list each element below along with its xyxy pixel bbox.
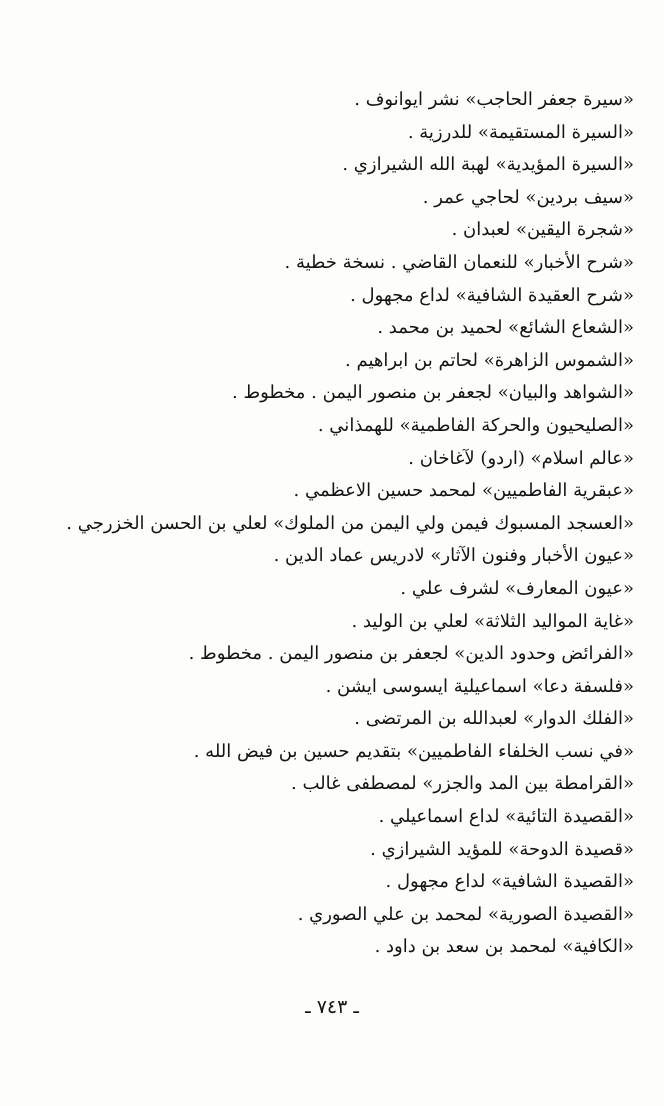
bibliography-entry: «الشموس الزاهرة» لحاتم بن ابراهيم . [345, 349, 634, 371]
bibliography-entry: «فلسفة دعا» اسماعيلية ايسوسى ايشن . [325, 675, 634, 697]
bibliography-entry: «الشواهد والبيان» لجعفر بن منصور اليمن . مخطوط . [232, 382, 634, 404]
bibliography-list [34, 84, 634, 964]
bibliography-entry: «غاية المواليد الثلاثة» لعلي بن الوليد . [351, 610, 634, 632]
bibliography-entry: «شرح الأخبار» للنعمان القاضي . نسخة خطية . [284, 251, 634, 273]
bibliography-entry: «السيرة المؤيدية» لهبة الله الشيرازي . [342, 154, 634, 176]
bibliography-entry: «شجرة اليقين» لعبدان . [451, 219, 634, 241]
bibliography-entry: «الصليحيون والحركة الفاطمية» للهمذاني . [317, 414, 634, 436]
bibliography-entry: «سيف بردين» لحاجي عمر . [422, 186, 634, 208]
bibliography-entry: «شرح العقيدة الشافية» لداع مجهول . [350, 284, 634, 306]
bibliography-entry: «في نسب الخلفاء الفاطميين» بتقديم حسين بن فيض الله . [193, 740, 634, 762]
bibliography-entry: «سيرة جعفر الحاجب» نشر ايوانوف . [354, 89, 634, 110]
page-number: ـ ٧٤٣ ـ [305, 996, 359, 1018]
bibliography-entry: «العسجد المسبوك فيمن ولي اليمن من الملوك» لعلي بن الحسن الخزرجي . [66, 512, 634, 534]
bibliography-entry: «عبقرية الفاطميين» لمحمد حسين الاعظمي . [293, 480, 634, 502]
bibliography-entry: «الفلك الدوار» لعبدالله بن المرتضى . [354, 708, 634, 730]
bibliography-entry: «الكافية» لمحمد بن سعد بن داود . [374, 936, 634, 958]
bibliography-entry: «الشعاع الشائع» لحميد بن محمد . [377, 317, 634, 339]
bibliography-entry: «عالم اسلام» (اردو) لآغاخان . [408, 447, 634, 469]
bibliography-entry: «الفرائض وحدود الدين» لجعفر بن منصور اليمن . مخطوط . [188, 643, 634, 665]
bibliography-entry: «عيون الأخبار وفنون الآثار» لادريس عماد الدين . [273, 545, 634, 567]
bibliography-entry: «القصيدة الشافية» لداع مجهول . [385, 871, 634, 893]
bibliography-entry: «القصيدة الصورية» لمحمد بن علي الصوري . [297, 903, 634, 925]
bibliography-entry: «القرامطة بين المد والجزر» لمصطفى غالب . [291, 773, 634, 795]
bibliography-entry: «قصيدة الدوحة» للمؤيد الشيرازي . [370, 838, 634, 860]
bibliography-entry: «القصيدة التائية» لداع اسماعيلي . [378, 806, 634, 828]
bibliography-entry: «عيون المعارف» لشرف علي . [400, 577, 634, 599]
bibliography-entry: «السيرة المستقيمة» للدرزية . [407, 121, 634, 143]
